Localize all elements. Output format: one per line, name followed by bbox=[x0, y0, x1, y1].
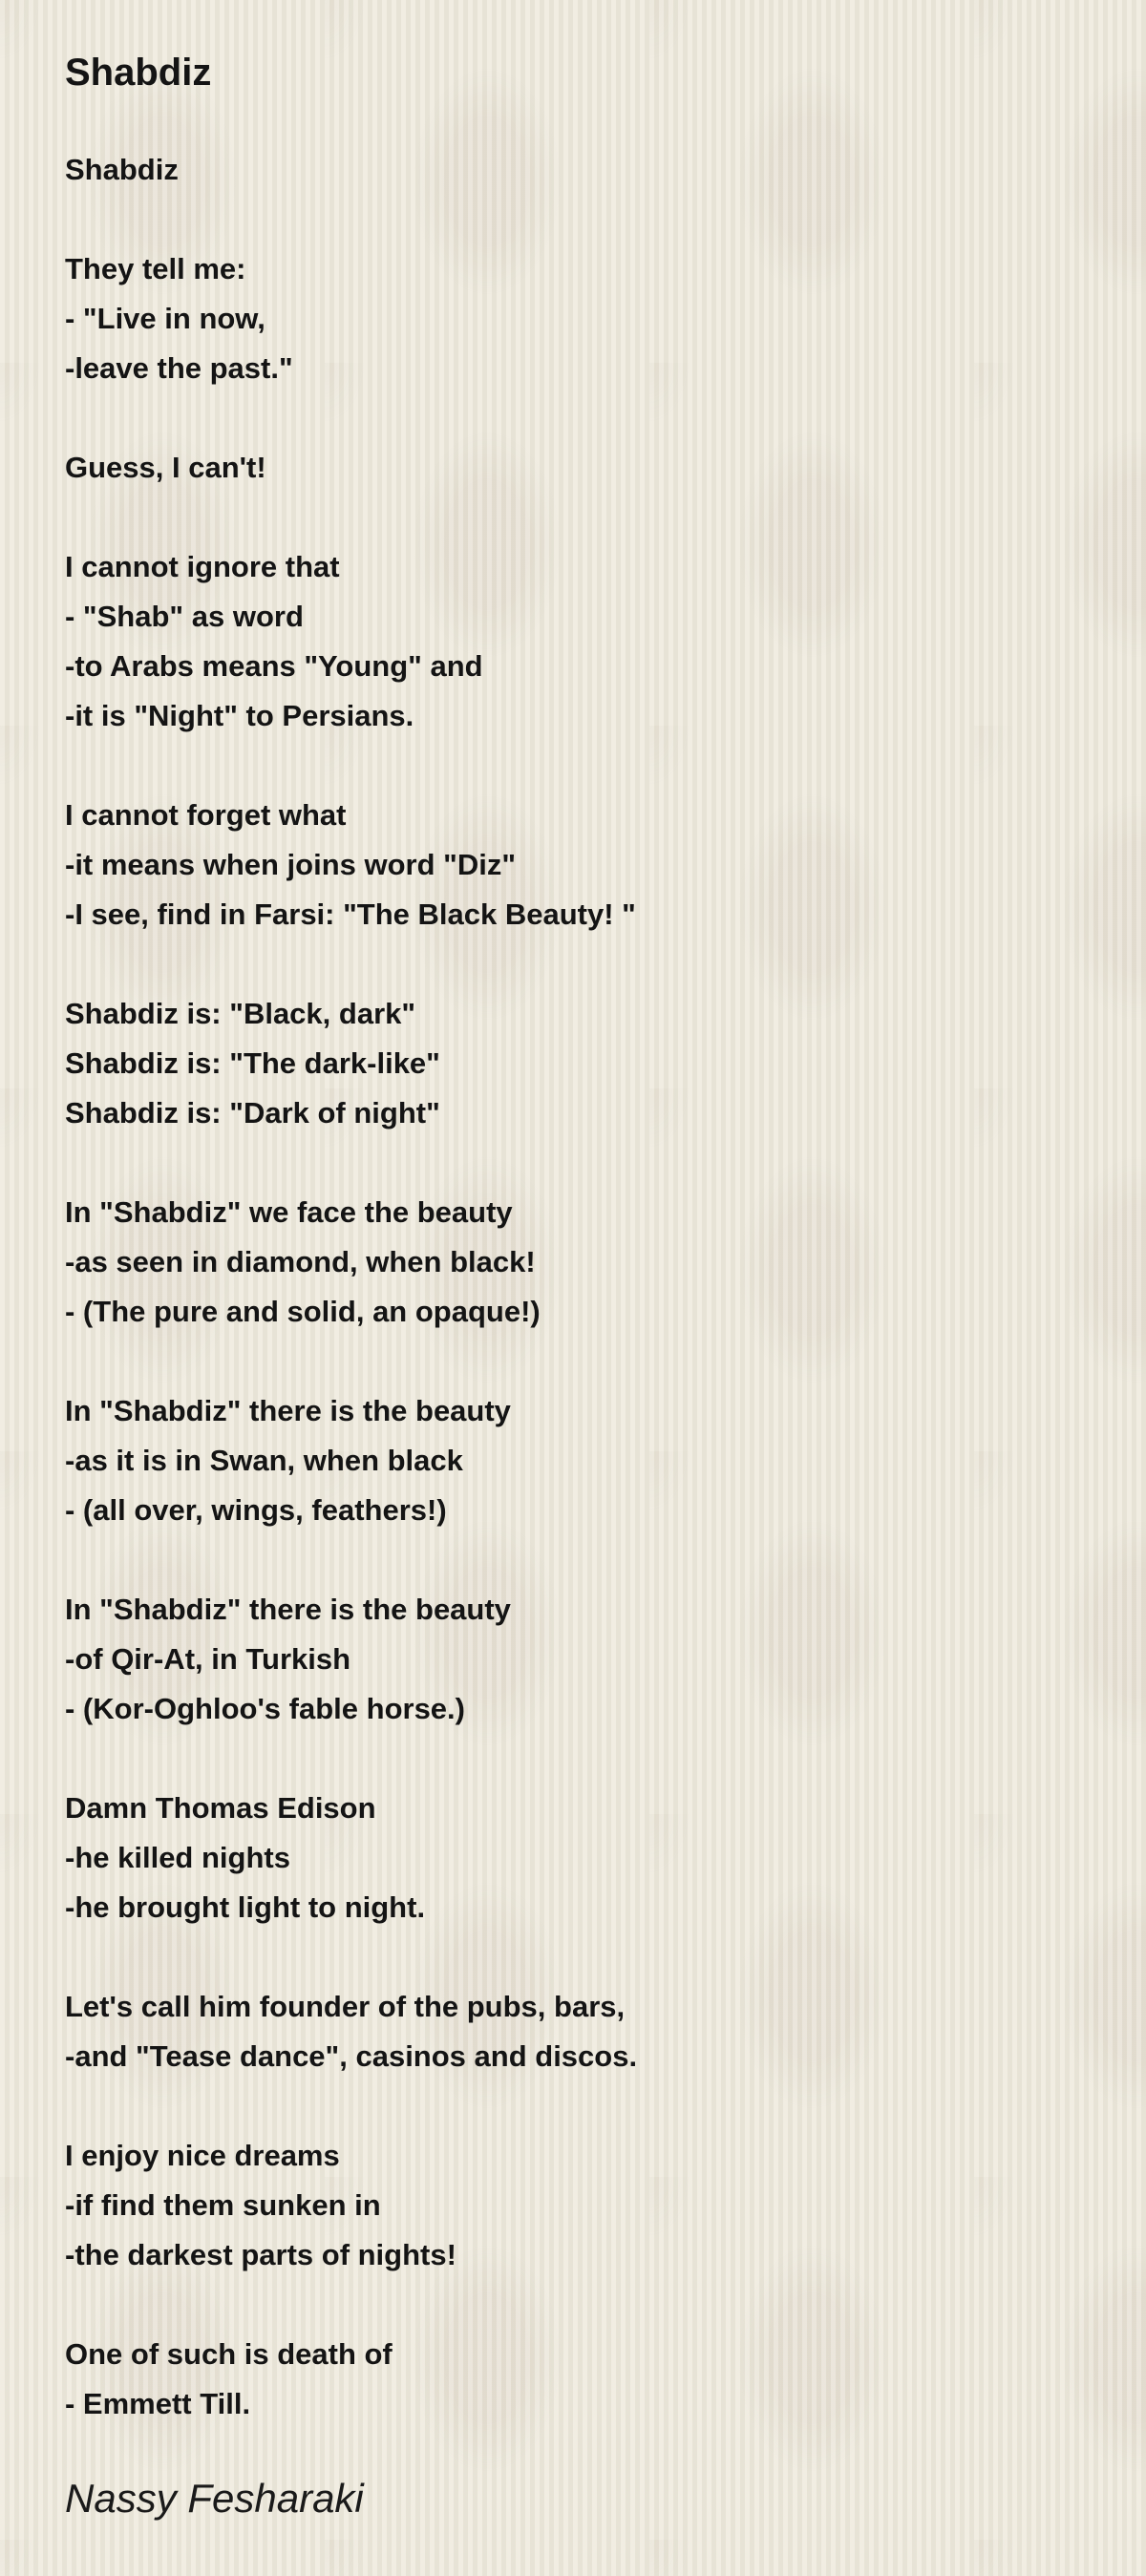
poem-line bbox=[65, 1138, 1096, 1188]
poem-line: In "Shabdiz" there is the beauty bbox=[65, 1593, 511, 1626]
poem-line: Guess, I can't! bbox=[65, 451, 266, 484]
poem-line bbox=[65, 393, 1096, 443]
poem-line: Shabdiz is: "The dark-like" bbox=[65, 1046, 440, 1080]
poem-line: - "Shab" as word bbox=[65, 600, 304, 633]
poem-line: -of Qir-At, in Turkish bbox=[65, 1642, 351, 1676]
poem-line: - "Live in now, bbox=[65, 302, 265, 335]
poem-container bbox=[65, 50, 1096, 2429]
poem-line bbox=[65, 1337, 1096, 1386]
poem-line: Shabdiz bbox=[65, 153, 179, 186]
poem-line: -as it is in Swan, when black bbox=[65, 1444, 463, 1477]
poem-author: Nassy Fesharaki bbox=[65, 2476, 364, 2521]
poem-line: -as seen in diamond, when black! bbox=[65, 1245, 536, 1278]
poem-line: - (all over, wings, feathers!) bbox=[65, 1493, 447, 1527]
poem-line: Damn Thomas Edison bbox=[65, 1791, 376, 1825]
poem-line: Shabdiz is: "Black, dark" bbox=[65, 997, 416, 1030]
poem-line: -he killed nights bbox=[65, 1841, 290, 1874]
poem-line: In "Shabdiz" there is the beauty bbox=[65, 1394, 511, 1427]
poem-line: Let's call him founder of the pubs, bars, bbox=[65, 1990, 626, 2023]
poem-line bbox=[65, 493, 1096, 542]
poem-line bbox=[65, 741, 1096, 791]
poem-line: I enjoy nice dreams bbox=[65, 2139, 340, 2172]
poem-line bbox=[65, 2280, 1096, 2330]
poem-line: -I see, find in Farsi: "The Black Beauty! " bbox=[65, 897, 636, 931]
poem-body bbox=[65, 145, 1096, 2429]
poem-line bbox=[65, 1535, 1096, 1585]
poem-line: I cannot ignore that bbox=[65, 550, 340, 583]
poem-title: Shabdiz bbox=[65, 52, 212, 94]
poem-line bbox=[65, 195, 1096, 244]
poem-line bbox=[65, 2081, 1096, 2131]
poem-line: -if find them sunken in bbox=[65, 2188, 381, 2222]
poem-line: Shabdiz is: "Dark of night" bbox=[65, 1096, 440, 1130]
poem-line bbox=[65, 940, 1096, 989]
poem-line: -to Arabs means "Young" and bbox=[65, 649, 483, 683]
poem-line: -it means when joins word "Diz" bbox=[65, 848, 517, 881]
poem-line: I cannot forget what bbox=[65, 798, 347, 832]
poem-line: They tell me: bbox=[65, 252, 246, 285]
poem-line bbox=[65, 1932, 1096, 1982]
poem-line bbox=[65, 1734, 1096, 1784]
poem-line: One of such is death of bbox=[65, 2337, 393, 2371]
poem-line: In "Shabdiz" we face the beauty bbox=[65, 1195, 513, 1229]
poem-line: - Emmett Till. bbox=[65, 2387, 251, 2420]
poem-line: -it is "Night" to Persians. bbox=[65, 699, 414, 732]
poem-line: -and "Tease dance", casinos and discos. bbox=[65, 2039, 638, 2073]
poem-line: - (The pure and solid, an opaque!) bbox=[65, 1295, 541, 1328]
poem-line: -he brought light to night. bbox=[65, 1890, 426, 1924]
poem-line: -the darkest parts of nights! bbox=[65, 2238, 456, 2271]
poem-line: -leave the past." bbox=[65, 351, 293, 385]
poem-line: - (Kor-Oghloo's fable horse.) bbox=[65, 1692, 465, 1725]
